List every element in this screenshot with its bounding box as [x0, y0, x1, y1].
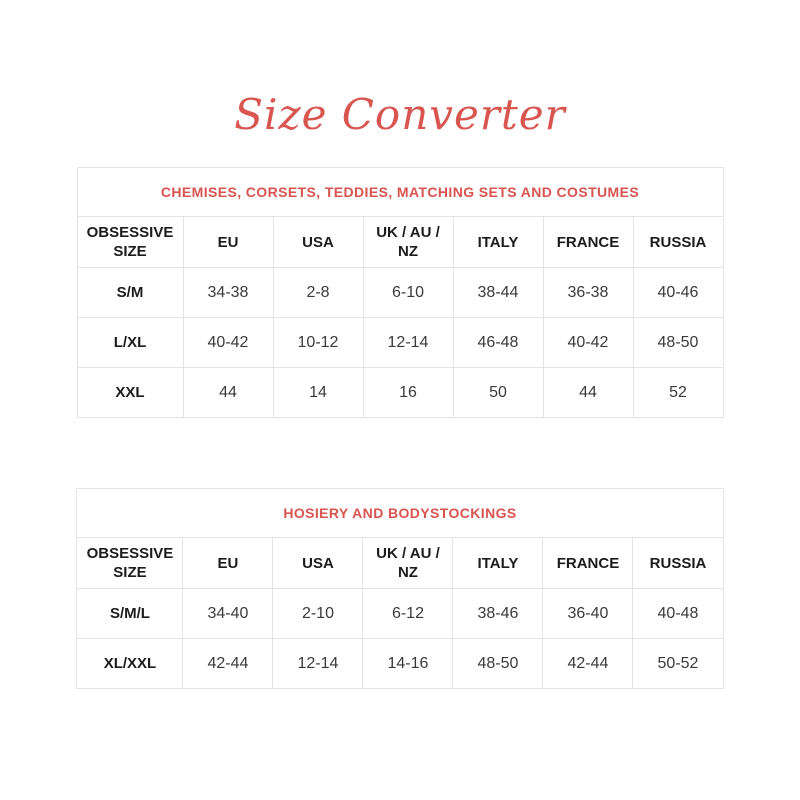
column-header-russia: RUSSIA [633, 538, 723, 589]
table-header-row [77, 217, 723, 268]
table-caption: HOSIERY AND BODYSTOCKINGS [77, 489, 723, 538]
size-cell: 2-10 [273, 589, 363, 639]
column-header-russia: RUSSIA [633, 217, 723, 268]
size-cell: 36-40 [543, 589, 633, 639]
size-cell: 38-44 [453, 268, 543, 318]
table-caption-row [77, 489, 723, 538]
table-caption: CHEMISES, CORSETS, TEDDIES, MATCHING SETS AND COSTUMES [77, 168, 723, 217]
size-cell: 6-10 [363, 268, 453, 318]
column-header-italy: ITALY [453, 217, 543, 268]
size-cell: 46-48 [453, 318, 543, 368]
page-title: Size Converter [234, 90, 566, 139]
size-cell: 40-42 [543, 318, 633, 368]
size-row-label: S/M [77, 268, 183, 318]
size-row-label: L/XL [77, 318, 183, 368]
column-header-eu: EU [183, 538, 273, 589]
column-header-eu: EU [183, 217, 273, 268]
size-cell: 44 [543, 368, 633, 418]
table-header-row [77, 538, 723, 589]
table-caption-row [77, 168, 723, 217]
column-header-france: FRANCE [543, 538, 633, 589]
size-table-chemises [77, 167, 724, 418]
table-row [77, 368, 723, 418]
table-row [77, 589, 723, 639]
table-row [77, 318, 723, 368]
size-row-label: XXL [77, 368, 183, 418]
size-row-label: S/M/L [77, 589, 183, 639]
column-header-uk-au-nz: UK / AU / NZ [363, 217, 453, 268]
size-cell: 50-52 [633, 639, 723, 689]
size-cell: 16 [363, 368, 453, 418]
size-cell: 40-48 [633, 589, 723, 639]
column-header-italy: ITALY [453, 538, 543, 589]
size-table-hosiery [76, 488, 723, 689]
size-row-label: XL/XXL [77, 639, 183, 689]
column-header-usa: USA [273, 538, 363, 589]
table-row [77, 639, 723, 689]
size-cell: 48-50 [633, 318, 723, 368]
size-cell: 34-40 [183, 589, 273, 639]
size-cell: 6-12 [363, 589, 453, 639]
size-cell: 14-16 [363, 639, 453, 689]
size-cell: 12-14 [273, 639, 363, 689]
size-cell: 42-44 [183, 639, 273, 689]
size-cell: 40-46 [633, 268, 723, 318]
size-cell: 42-44 [543, 639, 633, 689]
size-cell: 14 [273, 368, 363, 418]
column-header-uk-au-nz: UK / AU / NZ [363, 538, 453, 589]
size-cell: 2-8 [273, 268, 363, 318]
size-cell: 44 [183, 368, 273, 418]
size-cell: 34-38 [183, 268, 273, 318]
size-cell: 50 [453, 368, 543, 418]
column-header-obsessive-size: OBSESSIVE SIZE [77, 217, 183, 268]
size-cell: 40-42 [183, 318, 273, 368]
size-cell: 12-14 [363, 318, 453, 368]
size-cell: 48-50 [453, 639, 543, 689]
size-cell: 10-12 [273, 318, 363, 368]
column-header-france: FRANCE [543, 217, 633, 268]
size-cell: 38-46 [453, 589, 543, 639]
column-header-usa: USA [273, 217, 363, 268]
column-header-obsessive-size: OBSESSIVE SIZE [77, 538, 183, 589]
size-cell: 36-38 [543, 268, 633, 318]
size-cell: 52 [633, 368, 723, 418]
table-row [77, 268, 723, 318]
